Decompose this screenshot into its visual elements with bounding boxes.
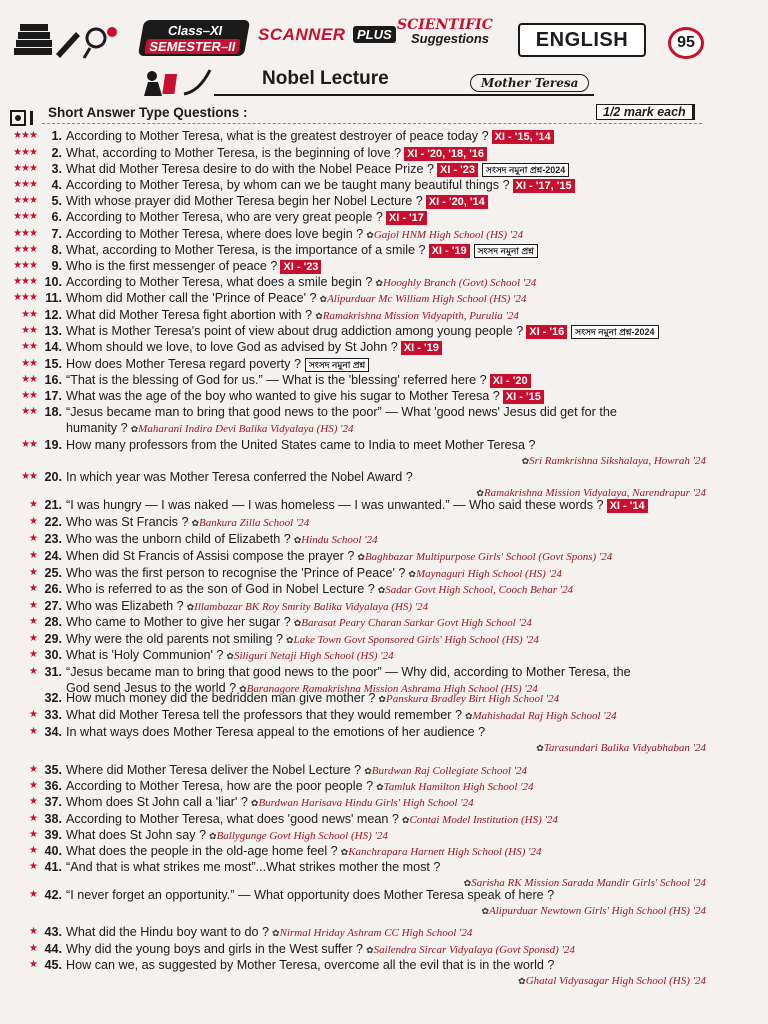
- sample-question-tag: সংসদ নমুনা প্রশ্ন: [474, 244, 538, 258]
- question-body: “I was hungry — I was naked — I was homeless — I was unwanted.” — Who said these words ?: [66, 498, 604, 512]
- importance-stars: ★: [29, 583, 37, 594]
- question-body: Why did the young boys and girls in the West suffer ?: [66, 942, 364, 956]
- question-body: How does Mother Teresa regard poverty ?: [66, 357, 301, 371]
- importance-stars: ★: [29, 633, 37, 644]
- question-body: What did Mother Teresa fight abortion with ?: [66, 308, 313, 322]
- question-body: What is Mother Teresa's point of view about drug addiction among young people ?: [66, 324, 524, 338]
- importance-stars: ★: [29, 764, 37, 775]
- question-number: 36.: [44, 779, 62, 793]
- importance-stars: ★: [29, 780, 37, 791]
- question-number: 6.: [51, 210, 62, 224]
- question-body: How much money did the bedridden man give mother ?: [66, 691, 376, 705]
- lesson-author: Mother Teresa: [470, 74, 589, 92]
- school-source: ✿ Maharani Indira Devi Balika Vidyalaya (HS) '24: [131, 423, 354, 435]
- question-body: Whom should we love, to love God as advised by St John ?: [66, 340, 398, 354]
- question-number: 11.: [45, 291, 62, 305]
- question-text: [66, 581, 573, 598]
- question-body: Who was the first person to recognise the 'Prince of Peace' ?: [66, 566, 406, 580]
- question-text: [66, 724, 485, 740]
- question-number: 26.: [44, 582, 62, 596]
- importance-stars: ★: [29, 959, 37, 970]
- question-body: How can we, as suggested by Mother Teresa, overcome all the evil that is in the world ?: [66, 958, 555, 972]
- reading-person-icon: [140, 68, 212, 98]
- question-number: 28.: [44, 615, 62, 629]
- question-body: What, according to Mother Teresa, is the importance of a smile ?: [66, 243, 426, 257]
- school-source: ✿ Alipurduar Mc William High School (HS) '24: [320, 293, 527, 305]
- importance-stars: ★★★: [13, 130, 37, 141]
- question-body: What was the age of the boy who wanted to give his sugar to Mother Teresa ?: [66, 389, 500, 403]
- school-source: ✿ Baranagore Ramakrishna Mission Ashrama High School (HS) '24: [239, 683, 538, 695]
- lesson-title: Nobel Lecture: [262, 68, 389, 89]
- question-text: [66, 339, 442, 355]
- question-body: What, according to Mother Teresa, is the beginning of love ?: [66, 146, 402, 160]
- importance-stars: ★★★: [13, 195, 37, 206]
- question-text: [66, 647, 394, 664]
- importance-stars: ★★: [21, 439, 37, 450]
- question-text: [66, 762, 527, 779]
- school-source: ✿ Ballygunge Govt High School (HS) '24: [209, 830, 388, 842]
- question-body: What did Mother Teresa desire to do with the Nobel Peace Prize ?: [66, 162, 434, 176]
- exam-year-tag: XI - '16: [526, 325, 567, 339]
- question-body: What does the people in the old-age home feel ?: [66, 844, 338, 858]
- question-body: “And that is what strikes me most”...What strikes mother the most ?: [66, 860, 441, 874]
- question-text: [66, 258, 321, 274]
- question-text: [66, 242, 538, 258]
- question-number: 16.: [44, 373, 62, 387]
- question-body: What did the Hindu boy want to do ?: [66, 925, 270, 939]
- question-body: Who is the first messenger of peace ?: [66, 259, 278, 273]
- question-number: 22.: [44, 515, 62, 529]
- exam-year-tag: XI - '20, '18, '16: [404, 147, 487, 161]
- question-text: [66, 177, 575, 193]
- question-text: [66, 356, 369, 372]
- exam-year-tag: XI - '15, '14: [492, 130, 554, 144]
- question-number: 18.: [44, 405, 62, 419]
- exam-year-tag: XI - '19: [401, 341, 442, 355]
- importance-stars: ★: [29, 516, 37, 527]
- question-body: “That is the blessing of God for us.” — What is the 'blessing' referred here ?: [66, 373, 487, 387]
- exam-year-tag: XI - '20, '14: [426, 195, 488, 209]
- importance-stars: ★: [29, 796, 37, 807]
- importance-stars: ★★: [21, 325, 37, 336]
- importance-stars: ★: [29, 861, 37, 872]
- question-text: [66, 690, 559, 707]
- importance-stars: ★★★: [13, 244, 37, 255]
- question-number: 33.: [44, 708, 62, 722]
- page-header: [0, 14, 768, 64]
- books-icon: [12, 18, 122, 62]
- question-number: 29.: [44, 632, 62, 646]
- exam-year-tag: XI - '20: [490, 374, 531, 388]
- question-number: 27.: [44, 599, 62, 613]
- importance-stars: ★: [29, 943, 37, 954]
- scanner-logo: SCANNER: [258, 25, 346, 44]
- importance-stars: ★: [29, 829, 37, 840]
- question-number: 41.: [44, 860, 62, 874]
- question-body: “Jesus became man to bring that good news to the poor” — Why did, according to Mother Teresa, the: [66, 665, 631, 679]
- question-text: [66, 548, 612, 565]
- question-text: [66, 941, 575, 958]
- importance-stars: ★: [29, 889, 37, 900]
- school-source: ✿ Ramakrishna Mission Vidyapith, Purulia '24: [315, 310, 519, 322]
- question-text: [66, 957, 554, 973]
- importance-stars: ★: [29, 567, 37, 578]
- importance-stars: ★★★: [13, 147, 37, 158]
- section-icon: [10, 108, 38, 128]
- question-number: 39.: [44, 828, 62, 842]
- question-number: 14.: [44, 340, 62, 354]
- question-number: 45.: [44, 958, 62, 972]
- school-source: ✿ Sailendra Sircar Vidyalaya (Govt Sponsd) '24: [366, 944, 575, 956]
- question-number: 7.: [51, 227, 62, 241]
- question-body: What is 'Holy Communion' ?: [66, 648, 224, 662]
- question-number: 1.: [51, 129, 62, 143]
- school-source: ✿ Burdwan Harisava Hindu Girls' High School '24: [251, 797, 474, 809]
- question-text: [66, 145, 487, 161]
- question-text: [66, 274, 536, 291]
- question-text: [66, 794, 474, 811]
- question-body: Who was Elizabeth ?: [66, 599, 184, 613]
- question-text: [66, 614, 532, 631]
- question-text: [66, 128, 554, 144]
- section-title: Short Answer Type Questions :: [48, 105, 248, 120]
- question-body-2: humanity ?: [66, 421, 128, 435]
- importance-stars: ★★★: [13, 276, 37, 287]
- question-number: 23.: [44, 532, 62, 546]
- question-text: [66, 226, 523, 243]
- question-number: 31.: [44, 665, 62, 679]
- question-text: [66, 631, 539, 648]
- school-source: ✿ Gajol HNM High School (HS) '24: [366, 229, 523, 241]
- scientific-label: SCIENTIFIC: [397, 17, 493, 33]
- school-source: ✿ Barasat Peary Charan Sarkar Govt High School '24: [294, 617, 532, 629]
- question-text: [66, 497, 648, 513]
- school-source: ✿ Sadar Govt High School, Cooch Behar '24: [378, 584, 573, 596]
- question-text: [66, 193, 488, 209]
- importance-stars: ★: [29, 926, 37, 937]
- subject-label: ENGLISH: [518, 23, 646, 57]
- question-number: 44.: [44, 942, 62, 956]
- school-source: ✿ Sarisha RK Mission Sarada Mandir Girls' School '24: [464, 875, 706, 891]
- question-body: According to Mother Teresa, where does love begin ?: [66, 227, 364, 241]
- question-text: [66, 531, 378, 548]
- school-source: ✿ Ramakrishna Mission Vidyalaya, Narendrapur '24: [476, 485, 706, 501]
- page-number: 95: [668, 27, 704, 59]
- question-number: 20.: [44, 470, 62, 484]
- question-text: [66, 290, 526, 307]
- exam-year-tag: XI - '17, '15: [513, 179, 575, 193]
- question-number: 19.: [44, 438, 62, 452]
- importance-stars: ★★: [21, 471, 37, 482]
- question-body: “Jesus became man to bring that good news to the poor” — What 'good news' Jesus did get for the: [66, 405, 617, 419]
- semester-label: SEMESTER–II: [144, 39, 241, 54]
- importance-stars: ★★: [21, 374, 37, 385]
- question-text: [66, 598, 428, 615]
- question-body: What did Mother Teresa tell the professors that they would remember ?: [66, 708, 462, 722]
- question-text: [66, 209, 427, 225]
- school-source: ✿ Lake Town Govt Sponsored Girls' High School (HS) '24: [286, 634, 539, 646]
- question-body: Why were the old parents not smiling ?: [66, 632, 283, 646]
- question-body: Whom does St John call a 'liar' ?: [66, 795, 248, 809]
- school-source: ✿ Sri Ramkrishna Sikshalaya, Howrah '24: [522, 453, 706, 469]
- question-text: [66, 514, 309, 531]
- question-body: According to Mother Teresa, what does a smile begin ?: [66, 275, 373, 289]
- question-number: 30.: [44, 648, 62, 662]
- question-number: 38.: [44, 812, 62, 826]
- school-source: ✿ Panskura Bradley Birt High School '24: [378, 693, 559, 705]
- exam-year-tag: XI - '15: [503, 390, 544, 404]
- question-body: According to Mother Teresa, what is the greatest destroyer of peace today ?: [66, 129, 489, 143]
- school-source: ✿ Kanchrapara Harnett High School (HS) '24: [341, 846, 542, 858]
- exam-year-tag: XI - '17: [386, 211, 427, 225]
- exam-year-tag: XI - '23: [437, 163, 478, 177]
- question-text: [66, 469, 413, 485]
- question-number: 4.: [51, 178, 62, 192]
- question-number: 9.: [51, 259, 62, 273]
- question-text: [66, 827, 388, 844]
- question-number: 2.: [51, 146, 62, 160]
- question-number: 10.: [44, 275, 62, 289]
- importance-stars: ★: [29, 550, 37, 561]
- question-number: 25.: [44, 566, 62, 580]
- school-source: ✿ Illambazar BK Roy Smrity Balika Vidyalaya (HS) '24: [187, 601, 429, 613]
- importance-stars: ★: [29, 726, 37, 737]
- exam-year-tag: XI - '19: [429, 244, 470, 258]
- question-text: [66, 565, 562, 582]
- question-number: 40.: [44, 844, 62, 858]
- question-number: 37.: [44, 795, 62, 809]
- importance-stars: ★: [29, 813, 37, 824]
- importance-stars: ★★: [21, 341, 37, 352]
- importance-stars: ★: [29, 600, 37, 611]
- question-text: [66, 707, 617, 724]
- importance-stars: ★: [29, 616, 37, 627]
- question-continuation: [66, 420, 354, 437]
- question-body: According to Mother Teresa, by whom can we be taught many beautiful things ?: [66, 178, 510, 192]
- question-number: 21.: [44, 498, 62, 512]
- question-body: Who was the unborn child of Elizabeth ?: [66, 532, 291, 546]
- exam-year-tag: XI - '14: [607, 499, 648, 513]
- importance-stars: ★★★: [13, 179, 37, 190]
- importance-stars: ★: [29, 649, 37, 660]
- question-text: [66, 437, 535, 453]
- school-source: ✿ Tamluk Hamilton High School '24: [376, 781, 533, 793]
- question-body: What does St John say ?: [66, 828, 207, 842]
- class-label: Class–XI: [166, 23, 224, 38]
- importance-stars: ★★★: [13, 260, 37, 271]
- question-text: [66, 664, 631, 680]
- question-number: 17.: [44, 389, 62, 403]
- school-source: ✿ Hindu School '24: [294, 534, 378, 546]
- importance-stars: ★: [29, 499, 37, 510]
- question-body: Who came to Mother to give her sugar ?: [66, 615, 291, 629]
- school-source: ✿ Alipurduar Newtown Girls' High School (HS) '24: [481, 903, 706, 919]
- question-body-2: God send Jesus to the world ?: [66, 681, 237, 695]
- question-text: [66, 887, 554, 903]
- question-number: 42.: [44, 888, 62, 902]
- question-body: In which year was Mother Teresa conferred the Nobel Award ?: [66, 470, 413, 484]
- question-body: According to Mother Teresa, how are the poor people ?: [66, 779, 374, 793]
- question-body: According to Mother Teresa, what does 'good news' mean ?: [66, 812, 399, 826]
- question-body: Where did Mother Teresa deliver the Nobel Lecture ?: [66, 763, 362, 777]
- question-number: 32.: [44, 691, 62, 705]
- question-body: Who was St Francis ?: [66, 515, 189, 529]
- school-source: ✿ Baghbazar Multipurpose Girls' School (Govt Spons) '24: [357, 551, 612, 563]
- school-source: ✿ Maynaguri High School (HS) '24: [408, 568, 562, 580]
- question-text: [66, 323, 659, 339]
- school-source: ✿ Tarasundari Balika Vidyabhaban '24: [536, 740, 706, 756]
- question-number: 3.: [51, 162, 62, 176]
- question-number: 34.: [44, 725, 62, 739]
- marks-label: 1/2 mark each: [596, 104, 695, 120]
- question-body: According to Mother Teresa, who are very great people ?: [66, 210, 383, 224]
- question-text: [66, 161, 569, 177]
- importance-stars: ★: [29, 709, 37, 720]
- question-number: 5.: [51, 194, 62, 208]
- question-text: [66, 811, 558, 828]
- question-text: [66, 778, 534, 795]
- question-text: [66, 859, 440, 875]
- suggestions-label: Suggestions: [411, 31, 490, 46]
- question-text: [66, 404, 617, 420]
- question-number: 43.: [44, 925, 62, 939]
- question-text: [66, 307, 519, 324]
- school-source: ✿ Burdwan Raj Collegiate School '24: [364, 765, 527, 777]
- sample-question-tag: সংসদ নমুনা প্রশ্ন: [305, 358, 369, 372]
- exam-year-tag: XI - '23: [280, 260, 321, 274]
- importance-stars: ★: [29, 845, 37, 856]
- school-source: ✿ Contai Model Institution (HS) '24: [402, 814, 558, 826]
- school-source: ✿ Mahishadal Raj High School '24: [465, 710, 617, 722]
- importance-stars: ★: [29, 666, 37, 677]
- question-number: 13.: [44, 324, 62, 338]
- plus-logo: PLUS: [353, 26, 396, 43]
- importance-stars: ★★: [21, 309, 37, 320]
- importance-stars: ★★★: [13, 211, 37, 222]
- importance-stars: ★★★: [13, 163, 37, 174]
- question-text: [66, 843, 542, 860]
- sample-question-tag: সংসদ নমুনা প্রশ্ন-2024: [482, 163, 569, 177]
- school-source: ✿ Bankura Zilla School '24: [191, 517, 309, 529]
- question-body: How many professors from the United States came to India to meet Mother Teresa ?: [66, 438, 536, 452]
- question-body: In what ways does Mother Teresa appeal to the emotions of her audience ?: [66, 725, 486, 739]
- question-body: “I never forget an opportunity.” — What opportunity does Mother Teresa speak of here ?: [66, 888, 555, 902]
- school-source: ✿ Ghatal Vidyasagar High School (HS) '24: [518, 973, 706, 989]
- class-badge: [138, 20, 250, 56]
- sample-question-tag: সংসদ নমুনা প্রশ্ন-2024: [571, 325, 658, 339]
- importance-stars: ★: [29, 533, 37, 544]
- importance-stars: ★★: [21, 358, 37, 369]
- importance-stars: ★★★: [13, 228, 37, 239]
- scientific-logo: [397, 18, 493, 46]
- school-source: ✿ Nirmal Hriday Ashram CC High School '24: [272, 927, 472, 939]
- importance-stars: ★★: [21, 406, 37, 417]
- question-number: 24.: [44, 549, 62, 563]
- question-text: [66, 372, 531, 388]
- importance-stars: ★★: [21, 390, 37, 401]
- question-number: 15.: [44, 357, 62, 371]
- importance-stars: ★★★: [13, 292, 37, 303]
- school-source: ✿ Hooghly Branch (Govt) School '24: [375, 277, 536, 289]
- question-number: 8.: [51, 243, 62, 257]
- question-number: 12.: [44, 308, 62, 322]
- question-body: When did St Francis of Assisi compose the prayer ?: [66, 549, 355, 563]
- school-source: ✿ Siliguri Netaji High School (HS) '24: [226, 650, 393, 662]
- question-body: With whose prayer did Mother Teresa begin her Nobel Lecture ?: [66, 194, 423, 208]
- question-text: [66, 924, 472, 941]
- question-text: [66, 388, 544, 404]
- question-body: Whom did Mother call the 'Prince of Peace' ?: [66, 291, 317, 305]
- question-body: Who is referred to as the son of God in Nobel Lecture ?: [66, 582, 375, 596]
- question-number: 35.: [44, 763, 62, 777]
